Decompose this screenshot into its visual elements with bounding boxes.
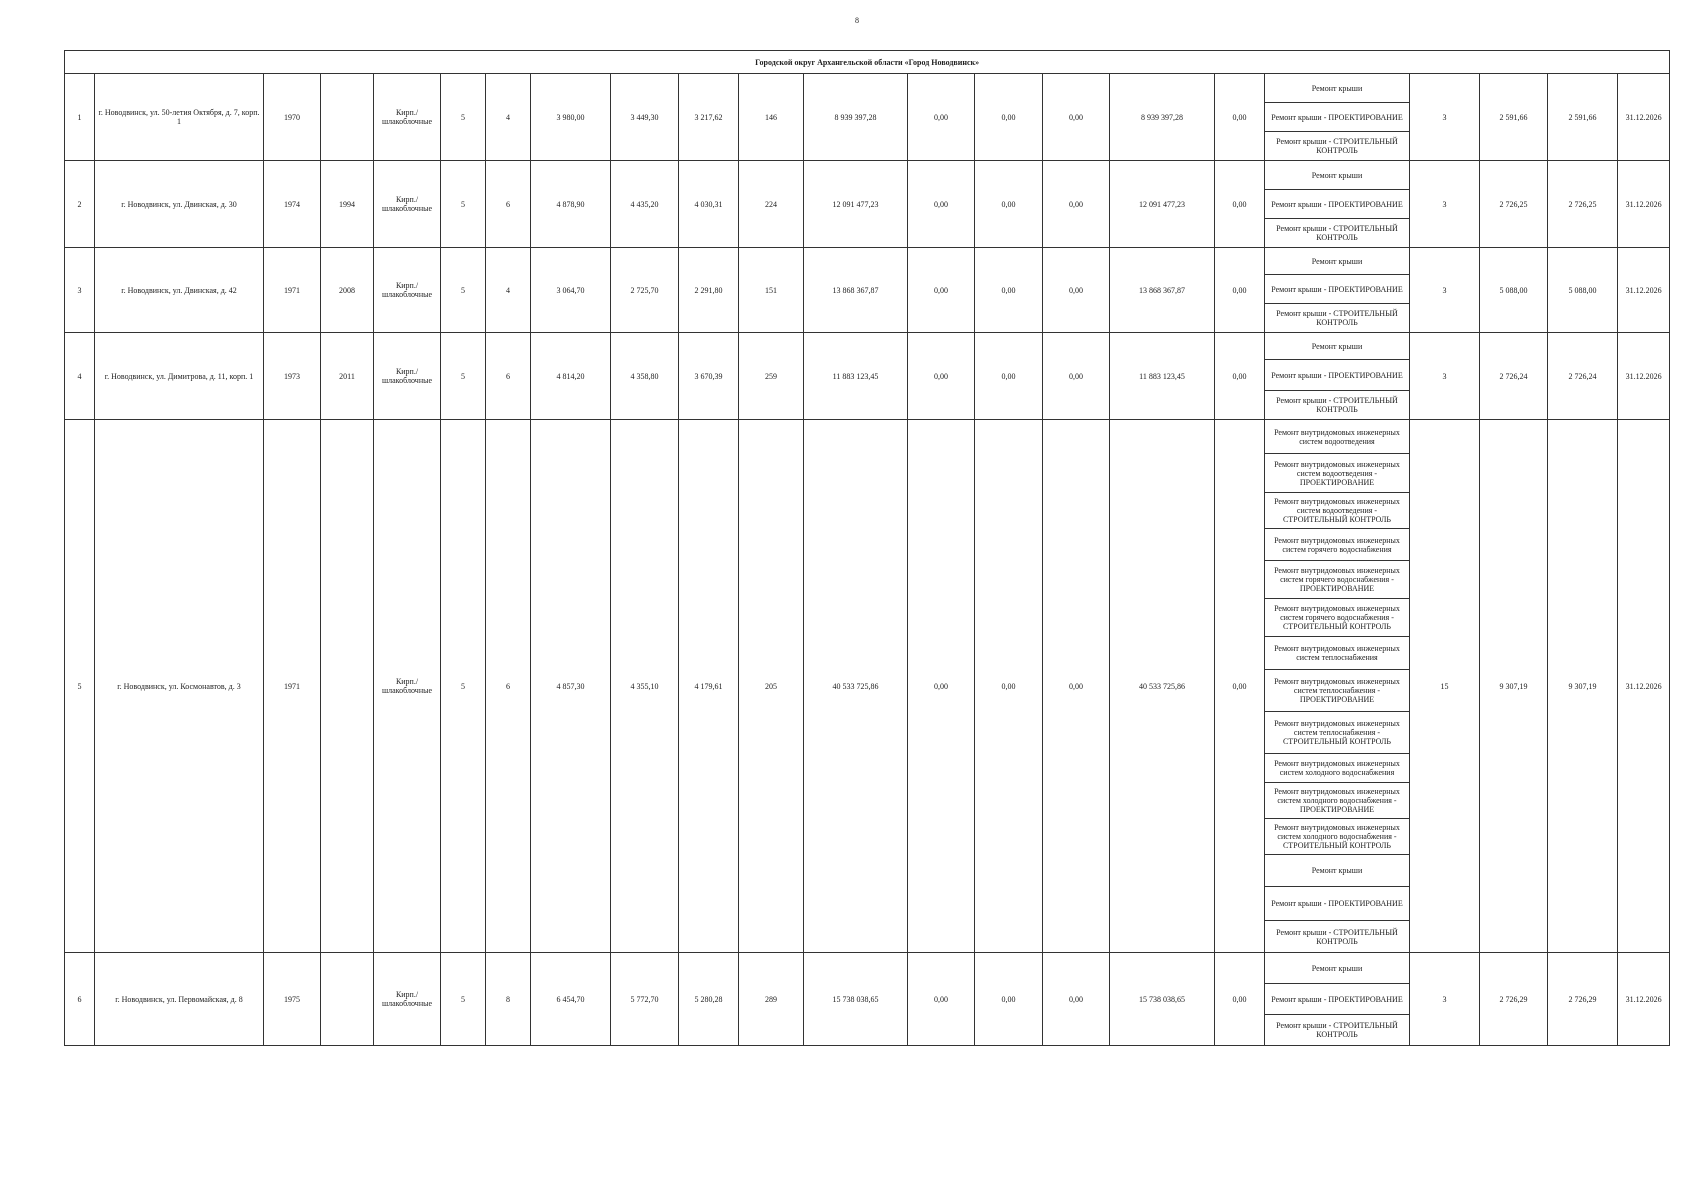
row-wall-material: Кирп./ шлакоблочные (374, 161, 441, 248)
row-other: 0,00 (1215, 420, 1265, 953)
row-cost-total: 40 533 725,86 (804, 420, 908, 953)
row-work-type (1265, 984, 1410, 1015)
work-type-text: Ремонт крыши (1311, 256, 1363, 266)
row-wall-material: Кирп./ шлакоблочные (374, 333, 441, 420)
row-budget-subject: 0,00 (975, 74, 1043, 161)
table-row (65, 161, 1670, 190)
work-type-text: Ремонт крыши - (1271, 284, 1329, 294)
row-area: 4 435,20 (611, 161, 679, 248)
row-owners: 15 738 038,65 (1110, 953, 1215, 1046)
row-other: 0,00 (1215, 953, 1265, 1046)
row-residents: 224 (739, 161, 804, 248)
section-title: Городской округ Архангельской области «Город Новодвинск» (65, 51, 1670, 74)
row-living-area: 5 280,28 (679, 953, 739, 1046)
row-year-overhaul (321, 420, 374, 953)
work-type-text: Ремонт внутридомовых инженерных систем холодного водоснабжения - (1274, 787, 1400, 805)
row-budget-local: 0,00 (1043, 953, 1110, 1046)
row-unit-cost: 5 088,00 (1480, 248, 1548, 333)
work-type-text: Ремонт крыши - (1276, 396, 1334, 405)
row-entrances: 6 (486, 333, 531, 420)
row-cost-total: 11 883 123,45 (804, 333, 908, 420)
row-number: 3 (65, 248, 95, 333)
work-type-text: Ремонт внутридомовых инженерных систем холодного водоснабжения (1274, 759, 1400, 777)
row-other: 0,00 (1215, 161, 1265, 248)
row-floors: 5 (441, 333, 486, 420)
table-row (65, 953, 1670, 984)
row-year-overhaul: 2008 (321, 248, 374, 333)
work-type-text: Ремонт крыши - (1276, 927, 1334, 937)
row-budget-subject: 0,00 (975, 333, 1043, 420)
row-work-type (1265, 887, 1410, 921)
row-fund: 0,00 (908, 161, 975, 248)
work-type-caps: СТРОИТЕЛЬНЫЙ КОНТРОЛЬ (1316, 224, 1398, 242)
row-year-built: 1973 (264, 333, 321, 420)
row-works-count: 3 (1410, 333, 1480, 420)
row-wall-material: Кирп./ шлакоблочные (374, 248, 441, 333)
row-work-type (1265, 275, 1410, 304)
row-work-type (1265, 819, 1410, 855)
work-type-caps: СТРОИТЕЛЬНЫЙ КОНТРОЛЬ (1316, 396, 1398, 414)
row-year-built: 1975 (264, 953, 321, 1046)
row-address: г. Новодвинск, ул. Димитрова, д. 11, корп. 1 (95, 333, 264, 420)
row-work-type (1265, 921, 1410, 953)
row-works-count: 3 (1410, 248, 1480, 333)
row-number: 4 (65, 333, 95, 420)
row-address: г. Новодвинск, ул. Двинская, д. 30 (95, 161, 264, 248)
row-year-built: 1970 (264, 74, 321, 161)
row-entrances: 4 (486, 248, 531, 333)
work-type-text: Ремонт внутридомовых инженерных систем теплоснабжения (1274, 644, 1400, 662)
work-type-text: Ремонт крыши (1311, 170, 1363, 180)
row-year-overhaul: 1994 (321, 161, 374, 248)
row-work-type (1265, 360, 1410, 391)
row-work-type (1265, 754, 1410, 783)
work-type-text: Ремонт крыши - (1271, 370, 1329, 380)
row-budget-local: 0,00 (1043, 420, 1110, 953)
row-total-area: 4 857,30 (531, 420, 611, 953)
work-type-text: Ремонт крыши (1311, 866, 1363, 875)
row-max-cost: 2 726,25 (1548, 161, 1618, 248)
row-year-overhaul (321, 953, 374, 1046)
row-address: г. Новодвинск, ул. Двинская, д. 42 (95, 248, 264, 333)
row-living-area: 3 670,39 (679, 333, 739, 420)
row-unit-cost: 2 726,29 (1480, 953, 1548, 1046)
row-living-area: 4 179,61 (679, 420, 739, 953)
row-cost-total: 13 868 367,87 (804, 248, 908, 333)
work-type-text: Ремонт внутридомовых инженерных систем теплоснабжения - (1274, 677, 1400, 695)
row-max-cost: 5 088,00 (1548, 248, 1618, 333)
row-other: 0,00 (1215, 333, 1265, 420)
row-budget-local: 0,00 (1043, 74, 1110, 161)
work-type-text: Ремонт внутридомовых инженерных систем теплоснабжения - (1274, 719, 1400, 737)
work-type-caps: СТРОИТЕЛЬНЫЙ КОНТРОЛЬ (1316, 1021, 1398, 1039)
row-owners: 12 091 477,23 (1110, 161, 1215, 248)
row-max-cost: 2 591,66 (1548, 74, 1618, 161)
row-work-type (1265, 391, 1410, 420)
row-work-type (1265, 132, 1410, 161)
row-living-area: 3 217,62 (679, 74, 739, 161)
work-type-caps: СТРОИТЕЛЬНЫЙ КОНТРОЛЬ (1282, 622, 1392, 631)
row-entrances: 4 (486, 74, 531, 161)
row-floors: 5 (441, 161, 486, 248)
work-type-text: Ремонт крыши - (1271, 899, 1329, 908)
row-residents: 146 (739, 74, 804, 161)
work-type-text: Ремонт крыши - (1276, 137, 1334, 146)
work-type-text: Ремонт крыши - (1271, 994, 1329, 1004)
row-total-area: 4 814,20 (531, 333, 611, 420)
work-type-caps: ПРОЕКТИРОВАНИЕ (1299, 477, 1375, 487)
row-number: 5 (65, 420, 95, 953)
work-type-text: Ремонт крыши - (1276, 224, 1334, 233)
work-type-text: Ремонт внутридомовых инженерных систем холодного водоснабжения - (1274, 823, 1400, 841)
row-year-built: 1971 (264, 248, 321, 333)
row-fund: 0,00 (908, 248, 975, 333)
row-total-area: 3 980,00 (531, 74, 611, 161)
work-type-caps: СТРОИТЕЛЬНЫЙ КОНТРОЛЬ (1316, 927, 1398, 946)
work-type-text: Ремонт крыши (1311, 963, 1363, 973)
row-wall-material: Кирп./ шлакоблочные (374, 74, 441, 161)
work-type-caps: ПРОЕКТИРОВАНИЕ (1328, 899, 1403, 908)
row-address: г. Новодвинск, ул. Первомайская, д. 8 (95, 953, 264, 1046)
table-row (65, 420, 1670, 454)
row-work-type (1265, 493, 1410, 529)
row-total-area: 3 064,70 (531, 248, 611, 333)
row-works-count: 3 (1410, 74, 1480, 161)
row-deadline: 31.12.2026 (1618, 420, 1670, 953)
row-entrances: 8 (486, 953, 531, 1046)
row-budget-local: 0,00 (1043, 333, 1110, 420)
row-work-type (1265, 219, 1410, 248)
work-type-caps: ПРОЕКТИРОВАНИЕ (1328, 284, 1403, 294)
work-type-caps: СТРОИТЕЛЬНЫЙ КОНТРОЛЬ (1282, 737, 1392, 746)
row-works-count: 3 (1410, 161, 1480, 248)
row-deadline: 31.12.2026 (1618, 161, 1670, 248)
work-type-caps: ПРОЕКТИРОВАНИЕ (1328, 112, 1403, 122)
row-floors: 5 (441, 74, 486, 161)
work-type-caps: СТРОИТЕЛЬНЫЙ КОНТРОЛЬ (1282, 841, 1392, 850)
row-max-cost: 2 726,24 (1548, 333, 1618, 420)
work-type-caps: ПРОЕКТИРОВАНИЕ (1299, 695, 1375, 704)
row-work-type (1265, 190, 1410, 219)
row-work-type (1265, 712, 1410, 754)
row-owners: 40 533 725,86 (1110, 420, 1215, 953)
work-type-caps: ПРОЕКТИРОВАНИЕ (1328, 994, 1403, 1004)
row-year-built: 1971 (264, 420, 321, 953)
row-work-type (1265, 74, 1410, 103)
row-work-type (1265, 454, 1410, 493)
row-deadline: 31.12.2026 (1618, 74, 1670, 161)
row-work-type (1265, 248, 1410, 275)
row-area: 5 772,70 (611, 953, 679, 1046)
work-type-text: Ремонт внутридомовых инженерных систем водоотведения - (1274, 497, 1400, 515)
work-type-caps: ПРОЕКТИРОВАНИЕ (1328, 199, 1403, 209)
row-unit-cost: 2 726,25 (1480, 161, 1548, 248)
row-floors: 5 (441, 953, 486, 1046)
row-fund: 0,00 (908, 953, 975, 1046)
work-type-caps: СТРОИТЕЛЬНЫЙ КОНТРОЛЬ (1316, 137, 1398, 155)
row-deadline: 31.12.2026 (1618, 248, 1670, 333)
row-number: 6 (65, 953, 95, 1046)
row-address: г. Новодвинск, ул. Космонавтов, д. 3 (95, 420, 264, 953)
row-work-type (1265, 420, 1410, 454)
work-type-text: Ремонт внутридомовых инженерных систем горячего водоснабжения - (1274, 566, 1400, 584)
row-area: 3 449,30 (611, 74, 679, 161)
row-work-type (1265, 161, 1410, 190)
row-fund: 0,00 (908, 333, 975, 420)
row-max-cost: 2 726,29 (1548, 953, 1618, 1046)
row-year-overhaul (321, 74, 374, 161)
row-other: 0,00 (1215, 74, 1265, 161)
row-living-area: 2 291,80 (679, 248, 739, 333)
row-residents: 151 (739, 248, 804, 333)
work-type-caps: СТРОИТЕЛЬНЫЙ КОНТРОЛЬ (1282, 515, 1392, 524)
row-year-built: 1974 (264, 161, 321, 248)
row-deadline: 31.12.2026 (1618, 953, 1670, 1046)
work-type-text: Ремонт крыши - (1276, 1021, 1334, 1030)
row-cost-total: 12 091 477,23 (804, 161, 908, 248)
work-type-text: Ремонт крыши - (1276, 309, 1334, 318)
row-entrances: 6 (486, 161, 531, 248)
row-work-type (1265, 103, 1410, 132)
row-fund: 0,00 (908, 420, 975, 953)
row-work-type (1265, 333, 1410, 360)
row-max-cost: 9 307,19 (1548, 420, 1618, 953)
work-type-text: Ремонт крыши (1311, 341, 1363, 351)
table-row (65, 333, 1670, 360)
work-type-text: Ремонт внутридомовых инженерных систем водоотведения - (1274, 459, 1400, 478)
row-residents: 205 (739, 420, 804, 953)
row-area: 4 358,80 (611, 333, 679, 420)
work-type-caps: СТРОИТЕЛЬНЫЙ КОНТРОЛЬ (1316, 309, 1398, 327)
row-area: 2 725,70 (611, 248, 679, 333)
row-budget-subject: 0,00 (975, 161, 1043, 248)
work-type-caps: ПРОЕКТИРОВАНИЕ (1299, 584, 1375, 593)
work-type-text: Ремонт крыши (1311, 83, 1363, 93)
row-floors: 5 (441, 248, 486, 333)
row-work-type (1265, 529, 1410, 561)
row-owners: 8 939 397,28 (1110, 74, 1215, 161)
row-residents: 289 (739, 953, 804, 1046)
row-area: 4 355,10 (611, 420, 679, 953)
row-work-type (1265, 855, 1410, 887)
work-type-text: Ремонт крыши - (1271, 112, 1329, 122)
table-row (65, 248, 1670, 275)
register-table (64, 50, 1670, 1046)
row-work-type (1265, 599, 1410, 637)
row-work-type (1265, 953, 1410, 984)
row-other: 0,00 (1215, 248, 1265, 333)
row-year-overhaul: 2011 (321, 333, 374, 420)
table-row (65, 74, 1670, 103)
row-work-type (1265, 304, 1410, 333)
row-floors: 5 (441, 420, 486, 953)
row-budget-subject: 0,00 (975, 248, 1043, 333)
row-unit-cost: 2 591,66 (1480, 74, 1548, 161)
row-entrances: 6 (486, 420, 531, 953)
row-budget-local: 0,00 (1043, 248, 1110, 333)
row-works-count: 15 (1410, 420, 1480, 953)
row-work-type (1265, 1015, 1410, 1046)
work-type-text: Ремонт внутридомовых инженерных систем горячего водоснабжения - (1274, 604, 1400, 622)
row-budget-local: 0,00 (1043, 161, 1110, 248)
row-cost-total: 15 738 038,65 (804, 953, 908, 1046)
row-address: г. Новодвинск, ул. 50-летия Октября, д. 7, корп. 1 (95, 74, 264, 161)
row-work-type (1265, 783, 1410, 819)
row-owners: 13 868 367,87 (1110, 248, 1215, 333)
row-total-area: 4 878,90 (531, 161, 611, 248)
row-unit-cost: 2 726,24 (1480, 333, 1548, 420)
work-type-text: Ремонт внутридомовых инженерных систем горячего водоснабжения (1274, 535, 1400, 554)
row-cost-total: 8 939 397,28 (804, 74, 908, 161)
row-work-type (1265, 670, 1410, 712)
row-unit-cost: 9 307,19 (1480, 420, 1548, 953)
work-type-caps: ПРОЕКТИРОВАНИЕ (1299, 805, 1375, 814)
row-work-type (1265, 637, 1410, 670)
work-type-text: Ремонт внутридомовых инженерных систем водоотведения (1274, 427, 1400, 446)
work-type-caps: ПРОЕКТИРОВАНИЕ (1328, 370, 1403, 380)
row-total-area: 6 454,70 (531, 953, 611, 1046)
row-budget-subject: 0,00 (975, 420, 1043, 953)
work-type-text: Ремонт крыши - (1271, 199, 1329, 209)
row-budget-subject: 0,00 (975, 953, 1043, 1046)
row-wall-material: Кирп./ шлакоблочные (374, 953, 441, 1046)
row-owners: 11 883 123,45 (1110, 333, 1215, 420)
row-number: 2 (65, 161, 95, 248)
row-wall-material: Кирп./ шлакоблочные (374, 420, 441, 953)
row-works-count: 3 (1410, 953, 1480, 1046)
row-residents: 259 (739, 333, 804, 420)
row-work-type (1265, 561, 1410, 599)
row-number: 1 (65, 74, 95, 161)
row-living-area: 4 030,31 (679, 161, 739, 248)
page-number: 8 (855, 16, 859, 25)
row-deadline: 31.12.2026 (1618, 333, 1670, 420)
row-fund: 0,00 (908, 74, 975, 161)
